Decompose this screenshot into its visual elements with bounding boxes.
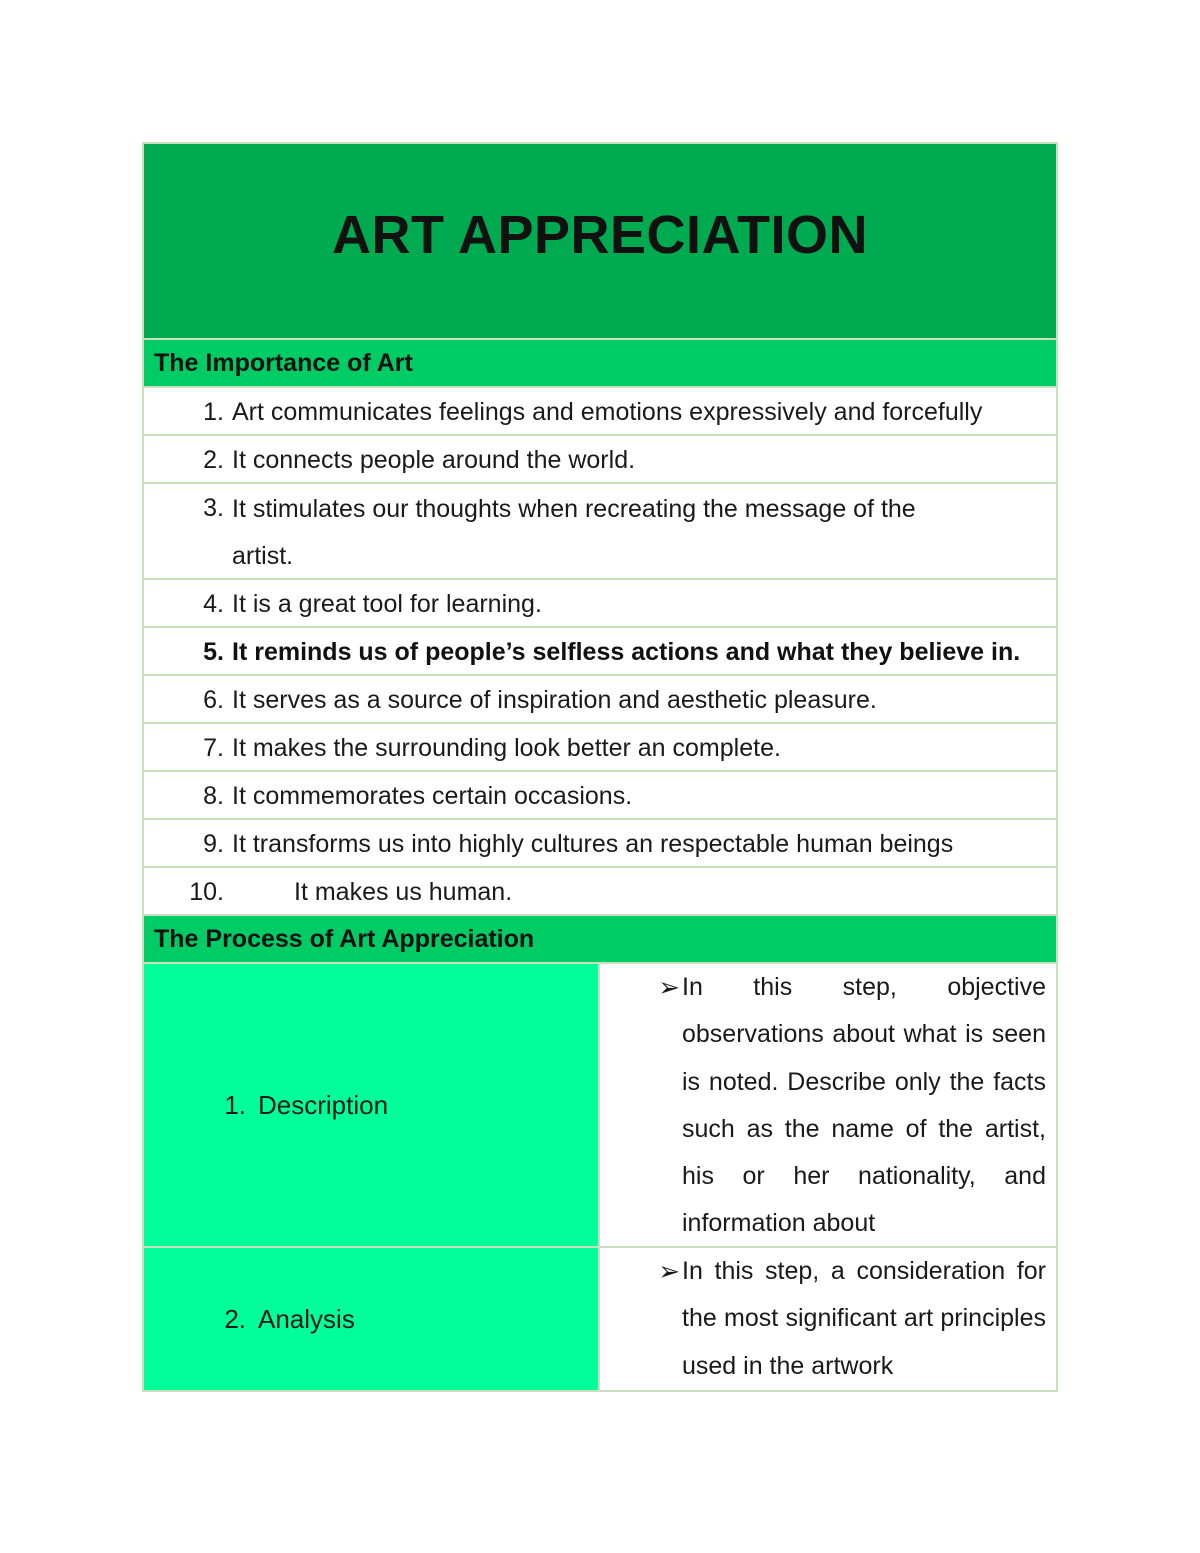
list-item — [144, 580, 1056, 628]
item-text: It connects people around the world. — [232, 446, 636, 474]
step-label: Analysis — [258, 1303, 355, 1334]
list-item — [144, 820, 1056, 868]
step-row-analysis — [144, 1248, 1056, 1390]
item-number: 2. — [203, 446, 224, 474]
item-text — [224, 489, 1052, 583]
step-label: Description — [258, 1089, 389, 1120]
item-number: 7. — [203, 734, 224, 762]
process-heading: The Process of Art Appreciation — [144, 916, 1056, 964]
title-banner — [144, 144, 1056, 340]
arrow-bullet-icon: ➢ — [658, 1256, 680, 1286]
list-item — [144, 724, 1056, 772]
item-text: It transforms us into highly cultures an respectable human beings — [232, 830, 954, 858]
list-item — [144, 484, 1056, 580]
item-number: 3. — [203, 494, 224, 522]
item-text: Art communicates feelings and emotions expressively and forcefully — [232, 398, 983, 426]
item-text: It serves as a source of inspiration and aesthetic pleasure. — [232, 686, 877, 714]
item-number: 4. — [203, 590, 224, 618]
item-text: It reminds us of people’s selfless actions and what they believe in. — [232, 638, 1021, 666]
step-label-cell — [144, 964, 600, 1246]
item-number: 5. — [203, 638, 224, 666]
step-number: 2. — [224, 1303, 246, 1334]
list-item — [144, 388, 1056, 436]
importance-heading: The Importance of Art — [144, 340, 1056, 388]
list-item — [144, 436, 1056, 484]
list-item — [144, 676, 1056, 724]
step-text: In this step, a consideration for the most significant art principles used in the artwork — [682, 1257, 1046, 1380]
step-detail-cell — [600, 1248, 1056, 1390]
item-text: It makes us human. — [294, 878, 513, 906]
item-number: 1. — [203, 398, 224, 426]
item-text: It makes the surrounding look better an complete. — [232, 734, 781, 762]
step-detail-cell — [600, 964, 1056, 1246]
item-text: It is a great tool for learning. — [232, 590, 542, 618]
arrow-bullet-icon: ➢ — [658, 972, 680, 1002]
step-text: In this step, objective observations about what is seen is noted. Describe only the facts such as the name of the artist, his or her nationality, and information about — [682, 973, 1046, 1238]
item-number: 9. — [203, 830, 224, 858]
document-title: ART APPRECIATION — [331, 205, 868, 265]
step-label-cell — [144, 1248, 600, 1390]
step-row-description — [144, 964, 1056, 1248]
step-number: 1. — [224, 1089, 246, 1120]
item-number: 10. — [189, 878, 224, 906]
item-number: 8. — [203, 782, 224, 810]
item-text-line: artist. — [232, 542, 294, 570]
item-text-line: It stimulates our thoughts when recreating the message of the — [232, 495, 916, 523]
list-item — [144, 772, 1056, 820]
item-text: It commemorates certain occasions. — [232, 782, 633, 810]
list-item — [144, 868, 1056, 916]
list-item — [144, 628, 1056, 676]
item-number: 6. — [203, 686, 224, 714]
art-appreciation-table — [142, 142, 1058, 1392]
